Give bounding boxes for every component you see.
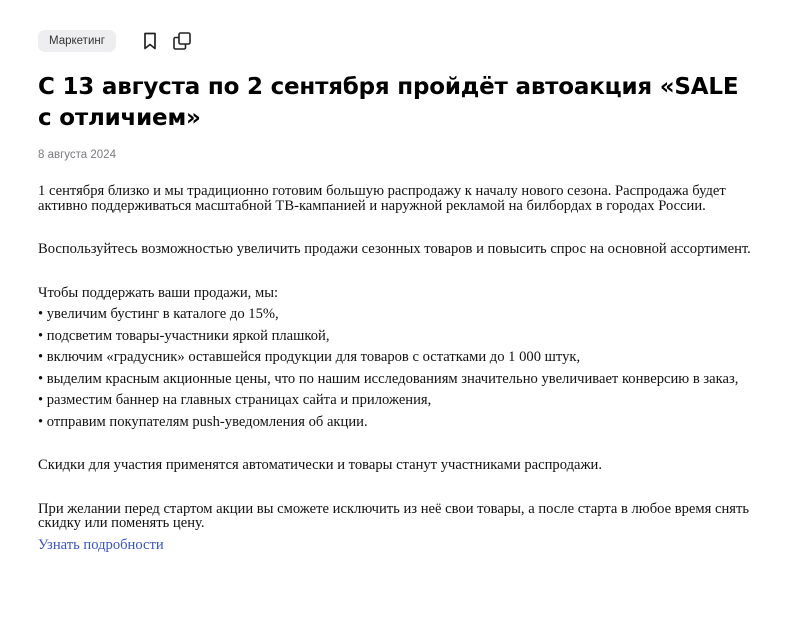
intro-paragraph: 1 сентября близко и мы традиционно готовим большую распродажу к началу нового сезона. Распродажа будет активно поддерживаться масштабной ТВ-кампанией и наружной рекламой на билбордах в городах России. [38, 183, 726, 214]
bookmark-icon[interactable] [139, 30, 161, 52]
list-item: • выделим красным акционные цены, что по нашим исследованиям значительно увеличивает конверсию в заказ, [38, 370, 739, 387]
list-item: • отправим покупателям push-уведомления об акции. [38, 413, 368, 430]
category-tag[interactable]: Маркетинг [38, 30, 116, 52]
discounts-paragraph: Скидки для участия применятся автоматически и товары станут участниками распродажи. [38, 457, 603, 473]
article-meta-row [38, 30, 193, 52]
opportunity-paragraph: Воспользуйтесь возможностью увеличить продажи сезонных товаров и повысить спрос на основной ассортимент. [38, 241, 751, 257]
support-list [38, 307, 768, 429]
copy-icon[interactable] [171, 30, 193, 52]
list-item: • подсветим товары-участники яркой плашкой, [38, 327, 330, 344]
learn-more-link[interactable]: Узнать подробности [38, 536, 164, 553]
article-title: С 13 августа по 2 сентября пройдёт автоакция «SALE с отличием» [38, 74, 739, 131]
article-body [38, 184, 768, 552]
list-item: • увеличим бустинг в каталоге до 15%, [38, 306, 279, 322]
list-item: • разместим баннер на главных страницах сайта и приложения, [38, 392, 432, 408]
support-intro: Чтобы поддержать ваши продажи, мы: [38, 284, 279, 301]
article-date: 8 августа 2024 [38, 149, 116, 161]
exclude-paragraph: При желании перед стартом акции вы сможете исключить из неё свои товары, а после старта в любое время снять скидку или поменять цену. [38, 500, 750, 531]
list-item: • включим «градусник» оставшейся продукции для товаров с остатками до 1 000 штук, [38, 349, 581, 365]
